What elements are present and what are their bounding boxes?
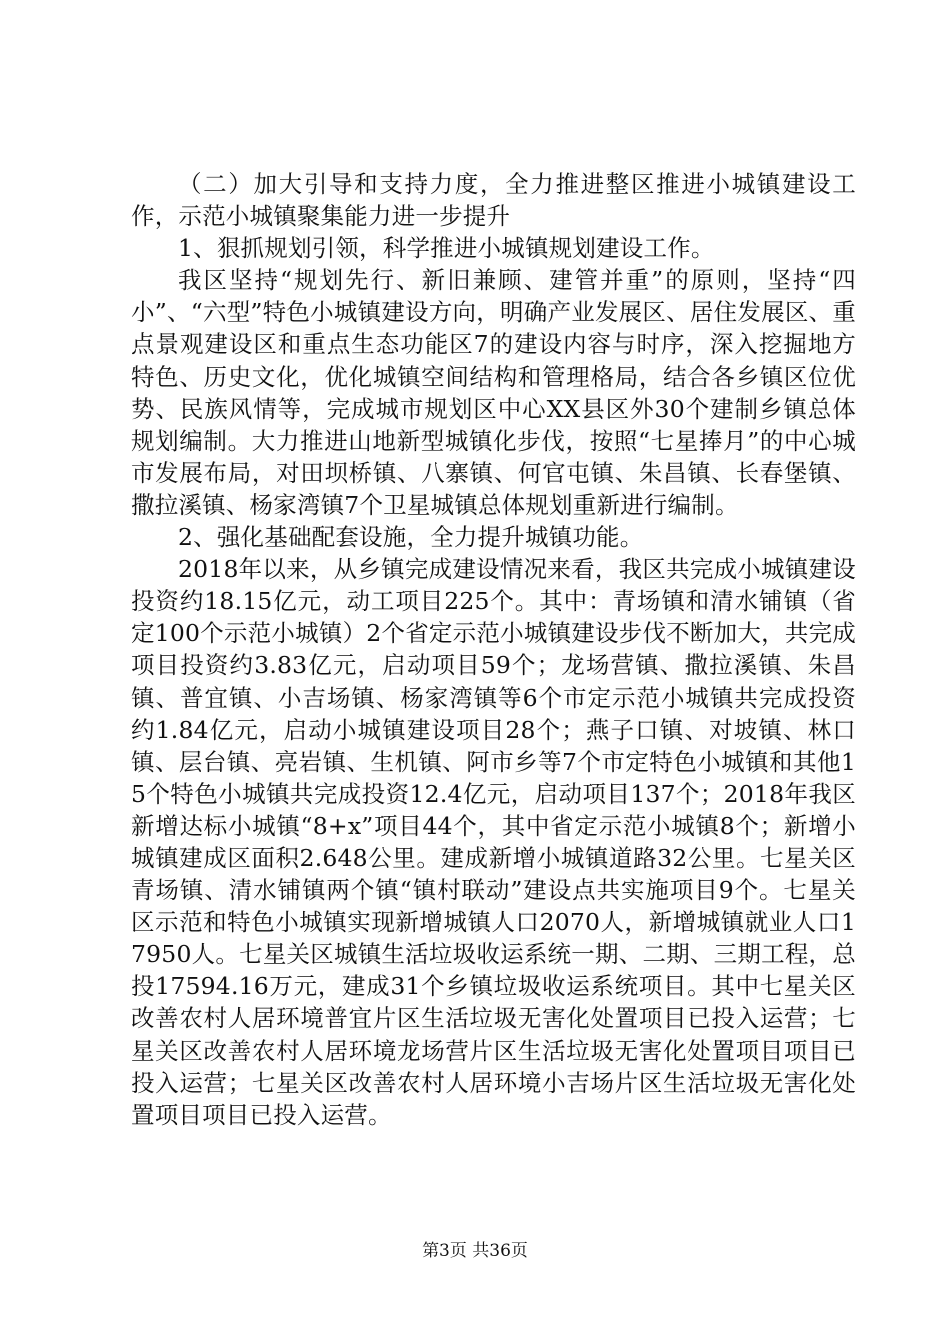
subsection-heading-planning: 1、狠抓规划引领，科学推进小城镇规划建设工作。 [178, 234, 715, 263]
body-paragraph-planning: 我区坚持“规划先行、新旧兼顾、建管并重”的原则，坚持“四小”、“六型”特色小城镇建设方向，明确产业发展区、居住发展区、重点景观建设区和重点生态功能区7的建设内容与时序，深入挖掘地方特色、历史文化，优化城镇空间结构和管理格局，结合各乡镇区位优势、民族风情等，完成城市规划区中心XX县区外30个建制乡镇总体规划编制。大力推进山地新型城镇化步伐，按照“七星捧月”的中心城市发展布局，对田坝桥镇、八寨镇、何官屯镇、朱昌镇、长春堡镇、撒拉溪镇、杨家湾镇7个卫星城镇总体规划重新进行编制。 [131, 266, 856, 519]
section-heading: （二）加大引导和支持力度，全力推进整区推进小城镇建设工作，示范小城镇聚集能力进一步提升 [131, 170, 856, 231]
document-body [131, 168, 856, 1131]
page-number-footer: 第3页 共36页 [422, 1241, 528, 1261]
body-paragraph-infrastructure: 2018年以来，从乡镇完成建设情况来看，我区共完成小城镇建设投资约18.15亿元，动工项目225个。其中：青场镇和清水铺镇（省定100个示范小城镇）2个省定示范小城镇建设步伐不断加大，共完成项目投资约3.83亿元，启动项目59个；龙场营镇、撒拉溪镇、朱昌镇、普宜镇、小吉场镇、杨家湾镇等6个市定示范小城镇共完成投资约1.84亿元，启动小城镇建设项目28个；燕子口镇、对坡镇、林口镇、层台镇、亮岩镇、生机镇、阿市乡等7个市定特色小城镇和其他15个特色小城镇共完成投资12.4亿元，启动项目137个；2018年我区新增达标小城镇“8+x”项目44个，其中省定示范小城镇8个；新增小城镇建成区面积2.648公里。建成新增小城镇道路32公里。七星关区青场镇、清水铺镇两个镇“镇村联动”建设点共实施项目9个。七星关区示范和特色小城镇实现新增城镇人口2070人，新增城镇就业人口17950人。七星关区城镇生活垃圾收运系统一期、二期、三期工程，总投17594.16万元，建成31个乡镇垃圾收运系统项目。其中七星关区改善农村人居环境普宜片区生活垃圾无害化处置项目已投入运营；七星关区改善农村人居环境龙场营片区生活垃圾无害化处置项目项目已投入运营；七星关区改善农村人居环境小吉场片区生活垃圾无害化处置项目项目已投入运营。 [131, 555, 856, 1129]
subsection-heading-infrastructure: 2、强化基础配套设施，全力提升城镇功能。 [178, 523, 644, 552]
